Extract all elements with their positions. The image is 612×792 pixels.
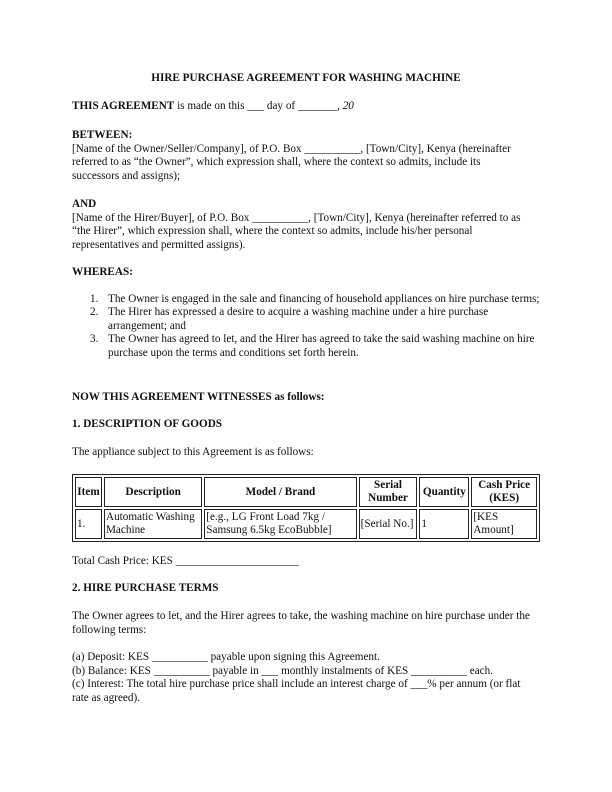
header-item: Item: [75, 477, 102, 507]
intro-text: is made on this ___ day of _______: [174, 100, 338, 112]
whereas-section: [72, 266, 540, 361]
header-serial-number: Serial Number: [359, 477, 418, 507]
terms-list: [72, 651, 540, 705]
total-cash-price: Total Cash Price: KES ______________________: [72, 555, 299, 567]
between-heading: BETWEEN:: [72, 129, 133, 141]
cell-item: 1.: [75, 509, 102, 539]
whereas-item: [72, 293, 540, 307]
term-interest: (c) Interest: The total hire purchase price shall include an interest charge of ___% per annum (or flat rate as agreed).: [72, 678, 521, 704]
header-quantity: Quantity: [419, 477, 469, 507]
item-number: 1.: [90, 292, 99, 305]
table-header-row: [75, 477, 537, 507]
between-text: [Name of the Owner/Seller/Company], of P.O. Box __________, [Town/City], Kenya (hereinafter referred to as “the Owner”, which expression shall, where the context so admits, include its successors and assigns);: [72, 142, 511, 182]
cell-serial-number: [Serial No.]: [359, 509, 418, 539]
item-text: The Owner is engaged in the sale and financing of household appliances on hire purchase terms;: [108, 292, 540, 305]
item-number: 2.: [90, 306, 99, 319]
section1-heading: 1. DESCRIPTION OF GOODS: [72, 418, 223, 430]
and-text: [Name of the Hirer/Buyer], of P.O. Box __________, [Town/City], Kenya (hereinafter referred to as “the Hirer”, which expression shall, where the context so admits, include his/her personal representatives and permitted assigns).: [72, 211, 521, 251]
and-heading: AND: [72, 198, 97, 210]
intro-lead: THIS AGREEMENT: [72, 100, 175, 112]
section2-intro: The Owner agrees to let, and the Hirer agrees to take, the washing machine on hire purchase under the following terms:: [72, 610, 530, 636]
header-description: Description: [104, 477, 202, 507]
document-title: HIRE PURCHASE AGREEMENT FOR WASHING MACHINE: [151, 72, 461, 84]
agreement-intro: [72, 100, 540, 114]
witnesses-heading: NOW THIS AGREEMENT WITNESSES as follows:: [72, 391, 325, 403]
item-text: The Owner has agreed to let, and the Hirer has agreed to take the said washing machine on hire purchase upon the terms and conditions set forth herein.: [108, 333, 535, 359]
and-section: [72, 198, 540, 252]
whereas-item: [72, 333, 540, 360]
intro-year: , 20: [337, 100, 354, 112]
table-row: [75, 509, 537, 539]
cell-quantity: 1: [419, 509, 469, 539]
item-number: 3.: [90, 333, 99, 346]
cell-cash-price: [KES Amount]: [471, 509, 537, 539]
whereas-item: [72, 306, 540, 333]
item-text: The Hirer has expressed a desire to acquire a washing machine under a hire purchase arrangement; and: [108, 306, 489, 332]
cell-description: Automatic Washing Machine: [104, 509, 202, 539]
cell-model-brand: [e.g., LG Front Load 7kg / Samsung 6.5kg EcoBubble]: [204, 509, 356, 539]
section1-intro: The appliance subject to this Agreement is as follows:: [72, 446, 314, 458]
term-balance: (b) Balance: KES __________ payable in ___ monthly instalments of KES __________ each.: [72, 664, 494, 677]
whereas-list: [72, 293, 540, 361]
whereas-heading: WHEREAS:: [72, 266, 133, 278]
header-cash-price: Cash Price (KES): [471, 477, 537, 507]
header-model-brand: Model / Brand: [204, 477, 356, 507]
between-section: [72, 129, 540, 183]
goods-table: [72, 474, 540, 542]
section2-heading: 2. HIRE PURCHASE TERMS: [72, 582, 219, 594]
term-deposit: (a) Deposit: KES __________ payable upon signing this Agreement.: [72, 651, 380, 663]
